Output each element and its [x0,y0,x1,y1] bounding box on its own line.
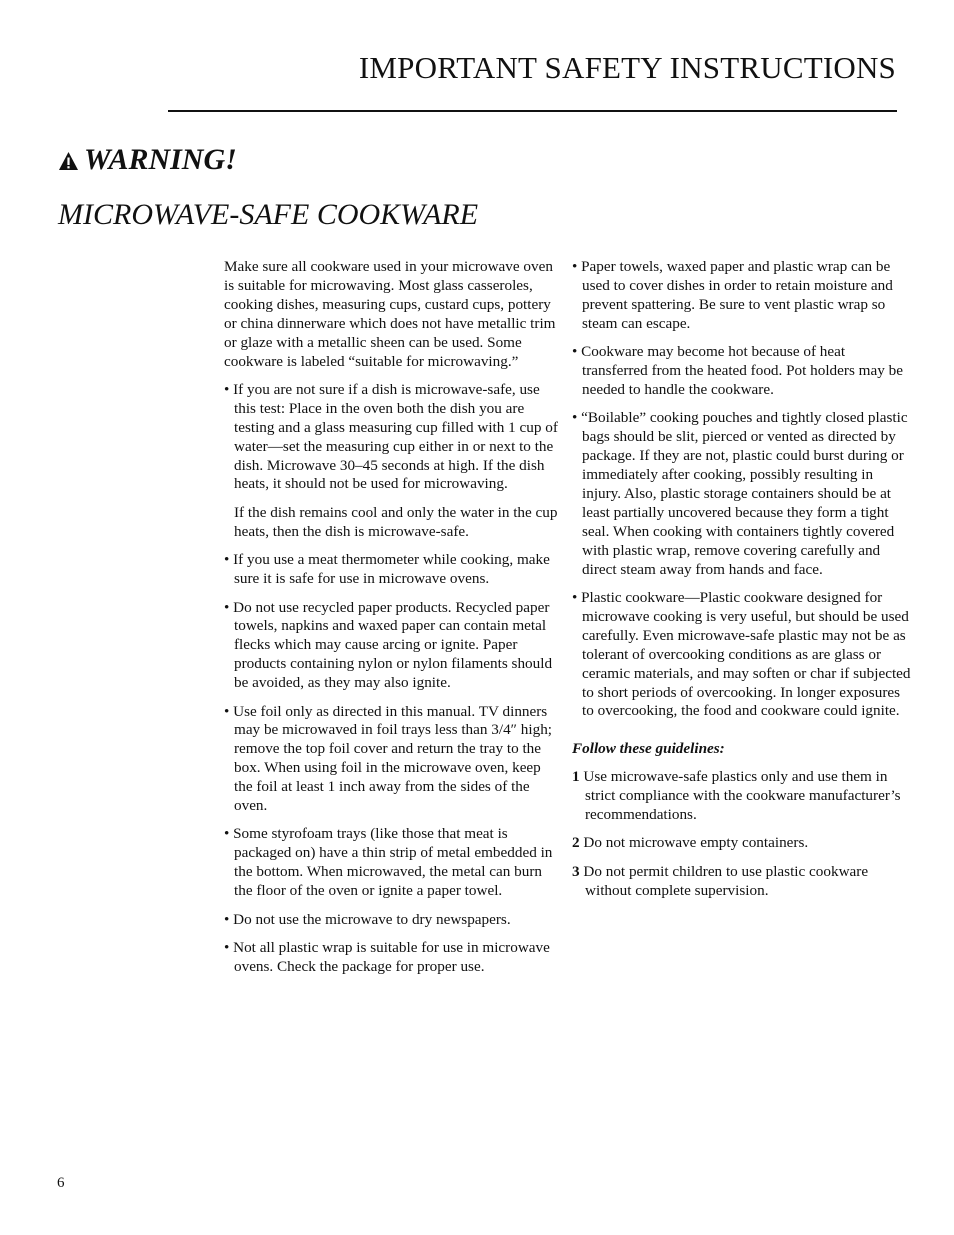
guideline-text: Use microwave-safe plastics only and use them in strict compliance with the cookware manufacturer’s recommendations. [583,768,901,824]
bullet-plastic-wrap: • Not all plastic wrap is suitable for use in microwave ovens. Check the package for proper use. [224,939,550,975]
bullet-plastic-cookware: • Plastic cookware—Plastic cookware designed for microwave cooking is very useful, but should be used carefully. Even microwave-safe plastic may not be as tolerant of overcooking conditions as are glass or ceramic materials, and may soften or char if subjected to short periods of overcooking. In longer exposures to overcooking, the food and cookware could ignite. [572,589,911,720]
bullet-paper-towels: • Paper towels, waxed paper and plastic wrap can be used to cover dishes in order to retain moisture and prevent spattering. Be sure to vent plastic wrap so steam can escape. [572,258,893,332]
guideline-text: Do not permit children to use plastic cookware without complete supervision. [583,862,869,899]
warning-heading [58,143,237,177]
bullet-foil: • Use foil only as directed in this manual. TV dinners may be microwaved in foil trays less than 3/4″ high; remove the top foil cover and return the tray to the box. When using foil in the microwave oven, keep the foil at least 1 inch away from the sides of the oven. [224,702,553,815]
right-column [572,258,912,910]
bullet-boilable-pouches: • “Boilable” cooking pouches and tightly closed plastic bags should be slit, pierced or vented as directed by package. If they are not, plastic could burst during or immediately after cooking, possibly resulting in injury. Also, plastic storage containers should be at least partially uncovered because they form a tight seal. When cooking with containers tightly covered with plastic wrap, remove covering carefully and direct steam away from hands and face. [572,409,908,578]
bullet-dish-test: • If you are not sure if a dish is microwave-safe, use this test: Place in the oven both the dish you are testing and a glass measuring cup filled with 1 cup of water—set the measuring cup either in or next to the dish. Microwave 30–45 seconds at high. If the dish heats, it should not be used for microwaving. [224,380,558,493]
bullet-styrofoam: • Some styrofoam trays (like those that meat is packaged on) have a thin strip of metal embedded in the bottom. When microwaved, the metal can burn the floor of the oven or ignite a paper towel. [224,825,553,900]
warning-triangle-icon [58,151,79,171]
guideline-number: 1 [572,768,580,786]
guideline-number: 3 [572,862,580,880]
intro-paragraph: Make sure all cookware used in your microwave oven is suitable for microwaving. Most glass casseroles, cooking dishes, measuring cups, custard cups, pottery or china dinnerware which does not have metallic trim or glaze with a metallic sheen can be used. Some cookware is labeled “suitable for microwaving.” [224,258,556,370]
guideline-number: 2 [572,834,580,852]
left-column [224,258,560,986]
bullet-cookware-hot: • Cookware may become hot because of heat transferred from the heated food. Pot holders may be needed to handle the cookware. [572,343,903,398]
bullet-dish-test-continued: If the dish remains cool and only the water in the cup heats, then the dish is microwave-safe. [234,503,558,540]
page-header-title: IMPORTANT SAFETY INSTRUCTIONS [358,50,896,85]
bullet-meat-thermometer: • If you use a meat thermometer while cooking, make sure it is safe for use in microwave ovens. [224,551,550,588]
section-title: MICROWAVE-SAFE COOKWARE [58,198,479,231]
bullet-recycled-paper: • Do not use recycled paper products. Recycled paper towels, napkins and waxed paper can contain metal flecks which may cause arcing or ignite. Paper products containing nylon or nylon filaments should be avoided, as they may also ignite. [224,598,553,692]
guideline-item [572,834,912,853]
page-number: 6 [57,1175,65,1191]
guideline-item [572,768,912,825]
guideline-item [572,863,912,901]
header-divider [168,110,897,112]
guidelines-heading: Follow these guidelines: [572,740,725,758]
guideline-text: Do not microwave empty containers. [583,834,809,852]
bullet-newspapers: • Do not use the microwave to dry newspapers. [224,910,511,928]
warning-label: WARNING! [84,143,237,176]
